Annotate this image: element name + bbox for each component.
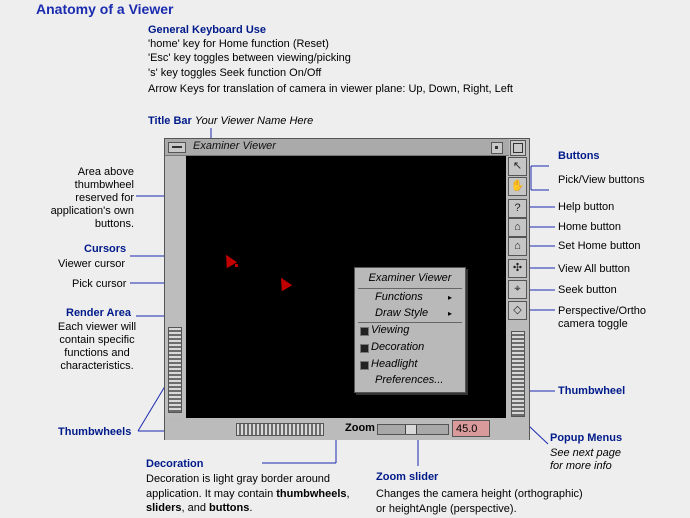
set-home-button-label: Set Home button: [558, 240, 641, 252]
perspective-button[interactable]: [508, 301, 527, 320]
popup-item-label: Preferences...: [375, 374, 444, 386]
decoration-heading: Decoration: [146, 458, 204, 470]
viewer-window-title: Examiner Viewer: [193, 140, 276, 152]
bottom-thumbwheel[interactable]: [236, 423, 324, 436]
area-above-thumbwheel-note: [40, 166, 134, 231]
viewer-title-bar[interactable]: [165, 139, 509, 156]
popup-menu: [354, 267, 466, 393]
keyboard-line: Arrow Keys for translation of camera in viewer plane: Up, Down, Right, Left: [148, 83, 513, 95]
popup-item-label: Draw Style: [375, 307, 429, 319]
pick-icon: ↖: [512, 160, 523, 172]
checkbox-checked-icon: [360, 344, 369, 353]
home-icon: ⌂: [514, 221, 521, 233]
note-line: camera toggle: [558, 318, 628, 330]
pick-button[interactable]: [508, 157, 527, 176]
zoom-slider-text-2: or heightAngle (perspective).: [376, 503, 517, 515]
keyboard-line: 'home' key for Home function (Reset): [148, 38, 329, 50]
note-line: Area above: [77, 166, 134, 178]
keyboard-line: 'Esc' key toggles between viewing/picking: [148, 52, 351, 64]
note-line: application's own: [50, 205, 134, 217]
thumbwheels-label: Thumbwheels: [58, 426, 132, 438]
note-line: contain specific: [59, 334, 135, 346]
set-home-button[interactable]: [508, 237, 527, 256]
checkbox-checked-icon: [360, 327, 369, 336]
maximize-button[interactable]: [510, 140, 526, 156]
popup-menus-heading: Popup Menus: [550, 432, 623, 444]
help-icon: ?: [514, 202, 521, 214]
note-line: Each viewer will: [57, 321, 137, 333]
title-bar-label: Title Bar: [148, 115, 192, 127]
view-all-button[interactable]: [508, 259, 527, 278]
viewer-cursor-dot-icon: [235, 264, 238, 267]
perspective-toggle-label: [558, 305, 646, 331]
decoration-text-1: Decoration is light gray border around: [146, 473, 331, 485]
note-line: characteristics.: [60, 360, 134, 372]
help-button-label: Help button: [558, 201, 615, 213]
submenu-arrow-icon: ▸: [448, 309, 453, 318]
submenu-arrow-icon: ▸: [448, 293, 453, 302]
popup-item-label: Viewing: [371, 324, 410, 336]
pick-view-buttons-label: Pick/View buttons: [558, 174, 645, 186]
zoom-slider-heading: Zoom slider: [376, 471, 439, 483]
page-title: Anatomy of a Viewer: [36, 1, 174, 17]
examiner-viewer-window: [164, 138, 530, 440]
cursors-heading: Cursors: [84, 243, 127, 255]
note-line: reserved for: [75, 192, 134, 204]
view-icon: ✋: [510, 180, 525, 192]
popup-item-label: Decoration: [371, 341, 425, 353]
popup-item-label: Functions: [375, 291, 423, 303]
note-line: Perspective/Ortho: [558, 305, 647, 317]
home-button-label: Home button: [558, 221, 621, 233]
seek-icon: ⌖: [514, 283, 521, 295]
keyboard-heading: General Keyboard Use: [148, 24, 266, 36]
left-decoration-strip: [165, 156, 185, 418]
zoom-slider-text-1: Changes the camera height (orthographic): [376, 488, 583, 500]
decoration-bold: thumbwheels: [276, 488, 347, 500]
viewer-cursor-label: Viewer cursor: [58, 258, 126, 270]
seek-button-label: Seek button: [558, 284, 617, 296]
seek-button[interactable]: [508, 280, 527, 299]
render-area-note: [44, 321, 150, 373]
popup-divider: [358, 322, 462, 323]
popup-menu-title: Examiner Viewer: [368, 272, 452, 284]
zoom-label: Zoom: [345, 422, 375, 434]
note-line: See next page: [550, 447, 621, 459]
minimize-button[interactable]: [491, 142, 503, 154]
note-line: thumbwheel: [74, 179, 134, 191]
left-thumbwheel[interactable]: [168, 327, 182, 413]
decoration-bold: sliders: [146, 502, 182, 514]
window-menu-button[interactable]: [168, 142, 186, 153]
decoration-text: , and: [181, 502, 206, 514]
decoration-bold: buttons: [209, 502, 250, 514]
popup-menus-note: [550, 447, 621, 473]
view-all-button-label: View All button: [558, 263, 630, 275]
pick-cursor-label: Pick cursor: [72, 278, 127, 290]
note-line: functions and: [64, 347, 130, 359]
note-line: buttons.: [94, 218, 134, 230]
buttons-heading: Buttons: [558, 150, 600, 162]
title-bar-hint: Your Viewer Name Here: [194, 115, 314, 127]
popup-item-label: Headlight: [371, 358, 418, 370]
zoom-value-field[interactable]: 45.0: [452, 420, 490, 437]
decoration-text-3: sliders, and buttons.: [146, 502, 253, 514]
pick-cursor-icon: [276, 275, 292, 291]
set-home-icon: ⌂: [514, 240, 521, 252]
view-button[interactable]: [508, 177, 527, 196]
right-thumbwheel[interactable]: [511, 331, 525, 417]
note-line: for more info: [550, 460, 612, 472]
bottom-decoration-bar: [165, 418, 529, 440]
checkbox-checked-icon: [360, 361, 369, 370]
view-all-icon: ✣: [512, 262, 523, 274]
help-button[interactable]: [508, 199, 527, 218]
keyboard-line: 's' key toggles Seek function On/Off: [148, 67, 322, 79]
zoom-slider[interactable]: [377, 424, 449, 435]
decoration-text: application. It may contain: [146, 488, 274, 500]
zoom-slider-knob[interactable]: [405, 425, 417, 434]
perspective-icon: ◇: [513, 304, 522, 316]
render-area-heading: Render Area: [66, 307, 132, 319]
decoration-text-2: application. It may contain thumbwheels,: [146, 488, 350, 500]
popup-divider: [358, 288, 462, 289]
home-button[interactable]: [508, 218, 527, 237]
thumbwheel-label: Thumbwheel: [558, 385, 626, 397]
